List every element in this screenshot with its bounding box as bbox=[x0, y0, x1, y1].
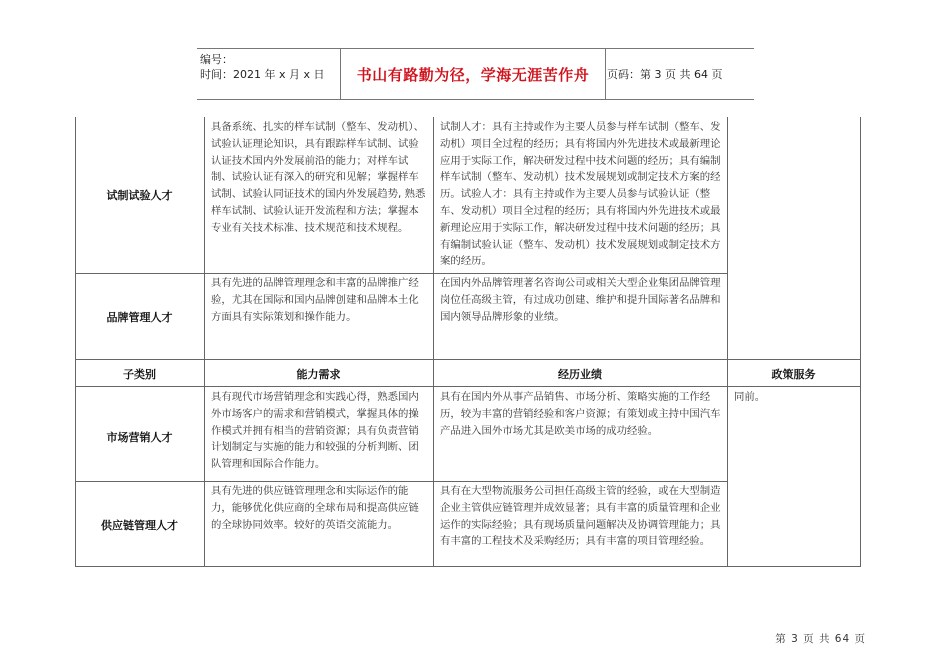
table-divider bbox=[727, 117, 728, 567]
ability-text: 具备系统、扎实的样车试制（整车、发动机）、试验认证理论知识，具有跟踪样车试制、试验认证技术国内外发展前沿的能力；对样车试制、试验认证有深入的研究和见解；掌握样车试制、试验认同证技术的国内外发展趋势, 熟悉样车试制、试验认证开发流程和方法；掌握本专业有关技术标准、技术规范和技术规程。 bbox=[211, 121, 426, 234]
row-divider bbox=[75, 359, 861, 360]
header-motto: 书山有路勤为径，学海无涯苦作舟 bbox=[340, 49, 606, 99]
category-label: 市场营销人才 bbox=[106, 431, 173, 444]
table-divider bbox=[433, 117, 434, 567]
ability-text: 具有先进的品牌管理理念和丰富的品牌推广经验，尤其在国际和国内品牌创建和品牌本土化方面具有实际策划和操作能力。 bbox=[211, 277, 419, 323]
column-header-experience: 经历业绩 bbox=[558, 368, 602, 381]
column-header-sub-category: 子类别 bbox=[123, 368, 156, 381]
row-divider bbox=[75, 273, 727, 274]
column-header-ability: 能力需求 bbox=[296, 368, 341, 381]
experience-text: 具有在大型物流服务公司担任高级主管的经验，或在大型制造企业主管供应链管理并成效显著；具有丰富的质量管理和企业运作的实际经验；具有现场质量问题解决及协调管理能力；具有丰富的工程技术及采购经历；具有丰富的项目管理经验。 bbox=[440, 485, 721, 548]
page-header bbox=[197, 48, 754, 100]
header-page-number: 页码：第 3 页 共 64 页 bbox=[607, 68, 723, 81]
category-label: 品牌管理人才 bbox=[106, 311, 173, 324]
row-divider bbox=[75, 386, 861, 387]
table-border-left bbox=[75, 117, 76, 567]
table-border-right bbox=[860, 117, 861, 567]
category-label: 试制试验人才 bbox=[106, 189, 173, 202]
column-header-policy: 政策服务 bbox=[771, 368, 816, 381]
experience-text: 在国内外品牌管理著名咨询公司或相关大型企业集团品牌管理岗位任高级主管，有过成功创建、维护和提升国际著名品牌和国内领导品牌形象的业绩。 bbox=[440, 277, 721, 323]
ability-text: 具有先进的供应链管理理念和实际运作的能力，能够优化供应商的全球布局和提高供应链的全球协同效率。较好的英语交流能力。 bbox=[211, 485, 419, 531]
footer-page-number: 第 3 页 共 64 页 bbox=[775, 633, 866, 645]
experience-text: 具有在国内外从事产品销售、市场分析、策略实施的工作经历，较为丰富的营销经验和客户资源；有策划或主持中国汽车产品进入国外市场尤其是欧美市场的成功经验。 bbox=[440, 391, 721, 437]
category-label: 供应链管理人才 bbox=[101, 519, 178, 532]
row-divider bbox=[75, 481, 727, 482]
policy-text: 同前。 bbox=[734, 391, 766, 403]
document-number-label: 编号： bbox=[200, 53, 233, 66]
table-divider bbox=[204, 117, 205, 567]
document-time: 时间：2021 年 x 月 x 日 bbox=[200, 68, 325, 81]
ability-text: 具有现代市场营销理念和实践心得，熟悉国内外市场客户的需求和营销模式，掌握具体的操作模式并拥有相当的营销资源；具有负责营销计划制定与实施的能力和较强的分析判断、团队管理和国际合作能力。 bbox=[211, 391, 419, 471]
table-border-bottom bbox=[75, 566, 861, 567]
header-meta bbox=[200, 52, 340, 82]
experience-text: 试制人才：具有主持或作为主要人员参与样车试制（整车、发动机）项目全过程的经历；具有将国内外先进技术或最新理论应用于实际工作，解决研发过程中技术问题的经历；具有编制样车试制（整车、发动机）技术发展规划或制定技术方案的经历。试验人才：具有主持或作为主要人员参与试验认证（整车、发动机）项目全过程的经历；具有将国内外先进技术或最新理论应用于实际工作，解决研发过程中技术问题的经历；具有编制试验认证（整车、发动机）技术发展规划或制定技术方案的经历。 bbox=[440, 121, 721, 268]
talent-requirements-table bbox=[75, 117, 861, 567]
